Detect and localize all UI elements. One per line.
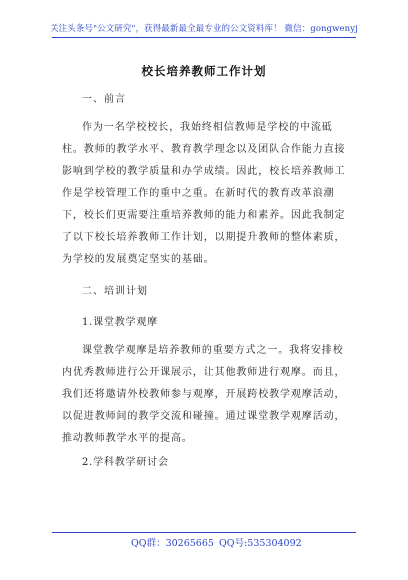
classroom-observation-paragraph: 课堂教学观摩是培养教师的重要方式之一。我将安排校内优秀教师进行公开课展示，让其他教师进行观摩。而且，我们还将邀请外校教师参与观摩，开展跨校教学观摩活动，以促进教师间的教学交流和碰撞。通过课堂教学观摩活动，推动教师教学水平的提高。 — [62, 345, 346, 444]
subheading-subject-seminar: 2.学科教学研讨会 — [82, 457, 169, 468]
section-heading-training-plan: 二、培训计划 — [82, 286, 148, 297]
document-title: 校长培养教师工作计划 — [141, 64, 267, 78]
section-heading-preface: 一、前言 — [82, 94, 126, 105]
header-note: 关注头条号"公文研究"，获得最新最全最专业的公文资料库！ 微信：gongwenyj — [50, 24, 358, 34]
subheading-classroom-observation: 1.课堂教学观摩 — [82, 317, 158, 328]
footer-qq-group: QQ群：30265665 — [131, 538, 214, 549]
footer-qq-number: QQ号:535304092 — [219, 538, 302, 549]
preface-paragraph: 作为一名学校校长，我始终相信教师是学校的中流砥柱。教师的教学水平、教育教学理念以及团队合作能力直接影响到学校的教学质量和办学成绩。因此，校长培养教师工作是学校管理工作的重中之重。在新时代的教育改革浪潮下，校长们更需要注重培养教师的能力和素养。因此我制定了以下校长培养教师工作计划，以期提升教师的整体素质，为学校的发展奠定坚实的基础。 — [62, 122, 346, 265]
footer-divider — [52, 532, 356, 533]
header-divider — [52, 37, 356, 38]
